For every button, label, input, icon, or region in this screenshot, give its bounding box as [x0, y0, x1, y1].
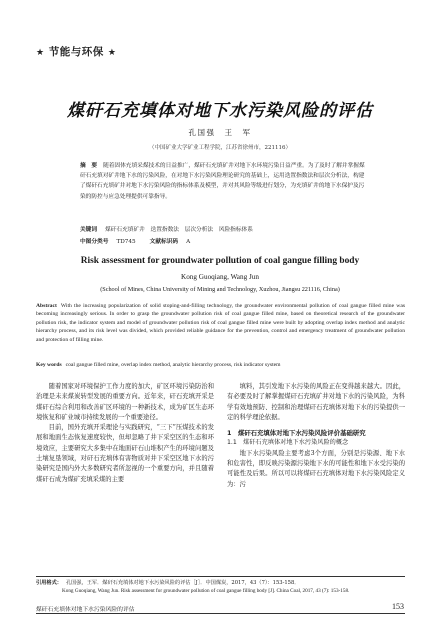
keywords-en-text: coal gangue filled mine, overlap index method, analytic hierarchy process, risk indicator system — [65, 362, 281, 368]
abstract-en-text: With the increasing popularization of solid stoping-and-filling technology, the groundwater environmental pollution of coal gangue filled mine was becoming increasingly serious. In order to grasp the groundwater pollution risk of coal gangue filled mine, based on theoretical research of the groundwater pollution risk, the indicator system and model of groundwater pollution risk of coal gangue filled mine were built by adopting overlap index method and analytic hierarchy process, and its risk level was divided, which provided reliable guidance for the prevention, control and emergency treatment of groundwater pollution and protection of filling mine. — [36, 303, 405, 343]
keywords-zh-label: 关键词 — [80, 227, 98, 233]
citation-en: Kong Guoqiang, Wang Jun. Risk assessment for groundwater pollution of coal gangue filling body [J]. China Coal, 2017, 43 (7): 153-158. — [62, 588, 350, 594]
abstract-en-label: Abstract — [36, 303, 57, 309]
body-paragraph: 随着国家对环境保护工作力度的加大，矿区环境污染防治和治理是未来煤炭转型发展的重要方向。近年来，矸石充填开采是煤矸石综合利用和改善矿区环境的一种新技术，成为矿区生态环境恢复和矿业城市持续发展的一个重要途径。 — [36, 383, 214, 421]
clc-value: TD745 — [116, 239, 136, 245]
keywords-zh-text: 煤矸石充填矿井 迭置指数法 层次分析法 风险指标体系 — [105, 227, 253, 233]
body-column-left — [36, 382, 214, 485]
keywords-en-label: Key words — [36, 362, 62, 368]
citation-format — [36, 579, 405, 595]
affiliation-zh: （中国矿业大学矿业工程学院，江苏省徐州市，221116） — [149, 145, 291, 151]
affiliation-en: (School of Mines, China University of Mining and Technology, Xuzhou, Jiangsu 221116, China) — [100, 286, 340, 293]
citation-zh: 孔国强，王军．煤矸石充填体对地下水污染风险的评估［J］．中国煤炭，2017，43（7）：153-158． — [65, 580, 300, 586]
classification-zh — [80, 236, 380, 245]
running-footer: 煤矸石充填体对地下水污染风险的评估 — [36, 607, 135, 613]
abstract-en — [36, 302, 405, 344]
section-tag — [36, 44, 116, 59]
authors-zh: 孔国强 王 军 — [188, 128, 252, 137]
section-tag-label: 节能与环保 — [48, 46, 104, 58]
title-en: Risk assessment for groundwater pollution of coal gangue filling body — [80, 256, 360, 266]
footnote-divider — [36, 576, 405, 577]
abstract-zh-label: 摘 要 — [80, 163, 98, 169]
keywords-en — [36, 362, 405, 368]
abstract-zh-text: 随着固体充填采煤技术的日益推广，煤矸石充填矿井对地下水环境污染日益严重。为了及时了解并掌握煤矸石充填对矿井地下水的污染风险，在对地下水污染风险理论研究的基础上，运用迭置指数法和层次分析法，构建了煤矸石充填矿井对地下水污染风险的指标体系及模型，并对其风险等级进行划分，为充填矿井的地下水保护及污染的防控与应急处理提供可靠指导。 — [80, 163, 365, 200]
body-paragraph: 地下水污染风险主要考虑3个方面，分别是污染源、地下水和危害性，即反映污染源污染地下水的可能性和地下水受污染的可能性及后果。所以可以将煤矸石充填体对地下水污染风险定义为：污 — [227, 449, 405, 488]
subsection-heading: 1.1 煤矸石充填体对地下水污染风险的概念 — [227, 439, 349, 447]
body-paragraph: 目前，国外充填开采理论与实践研究，“三下”压煤技术的发展和地面生态恢复速度较快，但却忽略了井下采空区的生态和环境效应，主要研究大多集中在地面矸石山堆积产生的环境问题及土壤复垦领域，对矸石充填体有害物质对井下采空区地下水的污染研究是国内外大多数研究者所忽视的一个重要方向，并且随着煤矸石成为煤矿充填采煤的主要 — [36, 424, 214, 483]
citation-label: 引用格式： — [36, 580, 62, 586]
authors-en: Kong Guoqiang, Wang Jun — [181, 273, 259, 281]
section-heading: 1 煤矸石充填体对地下水污染风险评价基础研究 — [227, 429, 366, 438]
star-icon: ★ — [36, 48, 45, 58]
doc-code-label: 文献标识码 — [149, 239, 179, 245]
star-icon: ★ — [107, 48, 117, 58]
body-column-right — [227, 382, 405, 490]
page-number: 153 — [392, 602, 404, 611]
abstract-zh — [80, 161, 370, 202]
keywords-zh — [80, 224, 380, 233]
title-zh: 煤矸石充填体对地下水污染风险的评估 — [67, 101, 373, 121]
clc-label: 中图分类号 — [80, 239, 109, 245]
doc-code-value: A — [186, 239, 191, 245]
body-paragraph: 填料，其引发地下水污染的风险正在变得越来越大。因此，有必要及时了解掌握煤矸石充填矿井对地下水的污染风险，为科学有效地预防、控制和治理煤矸石充填体对地下水的污染提供一定的科学理论依据。 — [227, 383, 405, 421]
bottom-divider — [36, 613, 405, 614]
